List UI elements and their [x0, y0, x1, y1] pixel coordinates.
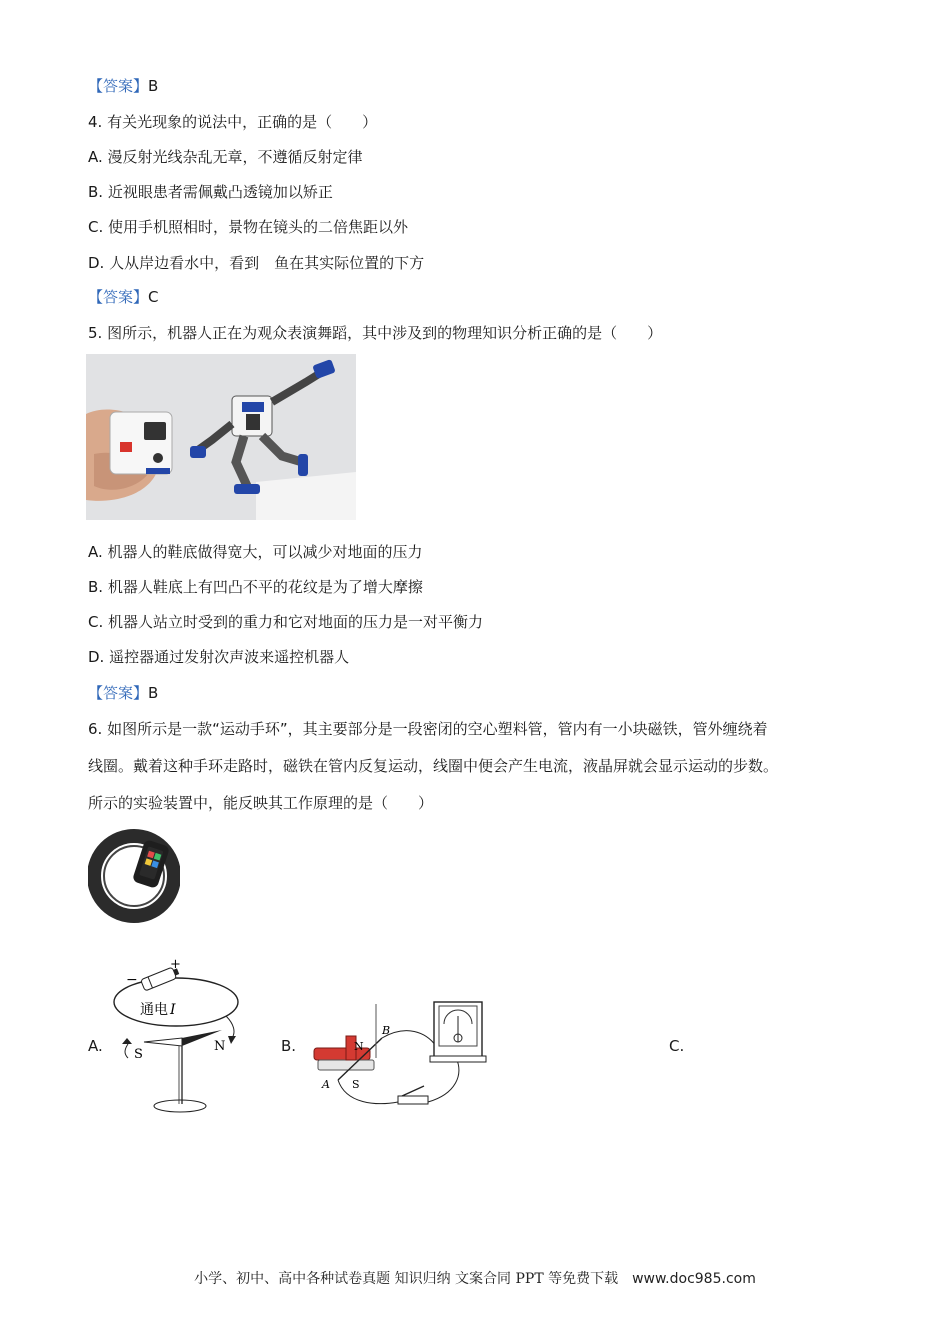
- figure-c-label: C.: [669, 1037, 685, 1055]
- answer-tag: 【答案】: [88, 77, 149, 95]
- question-4-option-a: A. 漫反射光线杂乱无章，不遵循反射定律: [88, 148, 363, 166]
- needle-south-pole: S: [134, 1047, 143, 1062]
- robot-photo: [86, 354, 356, 520]
- footer-url[interactable]: www.doc985.com: [632, 1271, 756, 1287]
- answer-value: B: [148, 77, 159, 95]
- fitness-band-image: [88, 828, 180, 924]
- question-6-stem-line-3: 所示的实验装置中，能反映其工作原理的是（ ）: [88, 794, 434, 812]
- current-symbol: I: [170, 1002, 176, 1018]
- rod-end-b: B: [382, 1024, 391, 1037]
- question-5-option-c: C. 机器人站立时受到的重力和它对地面的压力是一对平衡力: [88, 613, 484, 631]
- magnet-south-pole: S: [352, 1078, 360, 1091]
- question-4-option-d: D. 人从岸边看水中，看到 鱼在其实际位置的下方: [88, 254, 425, 272]
- footer-text: 小学、初中、高中各种试卷真题 知识归纳 文案合同 PPT 等免费下载: [194, 1271, 619, 1287]
- question-5-stem: 5. 图所示，机器人正在为观众表演舞蹈，其中涉及到的物理知识分析正确的是（ ）: [88, 324, 663, 342]
- question-5-option-a: A. 机器人的鞋底做得宽大，可以减少对地面的压力: [88, 543, 423, 561]
- question-6-stem-line-1: 6. 如图所示是一款“运动手环”，其主要部分是一段密闭的空心塑料管，管内有一小块磁铁，管外缠绕着: [88, 720, 768, 738]
- figure-a-current-loop: [104, 958, 254, 1118]
- rod-end-a: A: [322, 1078, 330, 1091]
- needle-north-pole: N: [214, 1039, 226, 1054]
- footer: [0, 1268, 950, 1288]
- question-5-option-b: B. 机器人鞋底上有凹凸不平的花纹是为了增大摩擦: [88, 578, 423, 596]
- figure-b-label: B.: [281, 1037, 297, 1055]
- answer-q5: [88, 682, 158, 704]
- answer-tag: 【答案】: [88, 288, 149, 306]
- answer-value: C: [148, 288, 159, 306]
- question-5-option-d: D. 遥控器通过发射次声波来遥控机器人: [88, 648, 350, 666]
- battery-plus-sign: +: [170, 958, 181, 972]
- figure-a-label: A.: [88, 1037, 103, 1055]
- answer-value: B: [148, 684, 159, 702]
- magnet-north-pole: N: [354, 1040, 364, 1053]
- battery-minus-sign: −: [126, 972, 138, 988]
- answer-tag: 【答案】: [88, 684, 149, 702]
- question-4-stem: 4. 有关光现象的说法中，正确的是（ ）: [88, 113, 378, 131]
- question-4-option-b: B. 近视眼患者需佩戴凸透镜加以矫正: [88, 183, 333, 201]
- current-label: 通电: [140, 1002, 168, 1018]
- answer-q4: [88, 286, 159, 308]
- figure-b-induction-apparatus: [306, 994, 506, 1110]
- question-6-stem-line-2: 线圈。戴着这种手环走路时，磁铁在管内反复运动，线圈中便会产生电流，液晶屏就会显示运动的步数。: [88, 757, 779, 775]
- question-4-option-c: C. 使用手机照相时，景物在镜头的二倍焦距以外: [88, 218, 409, 236]
- answer-q3: [88, 75, 158, 97]
